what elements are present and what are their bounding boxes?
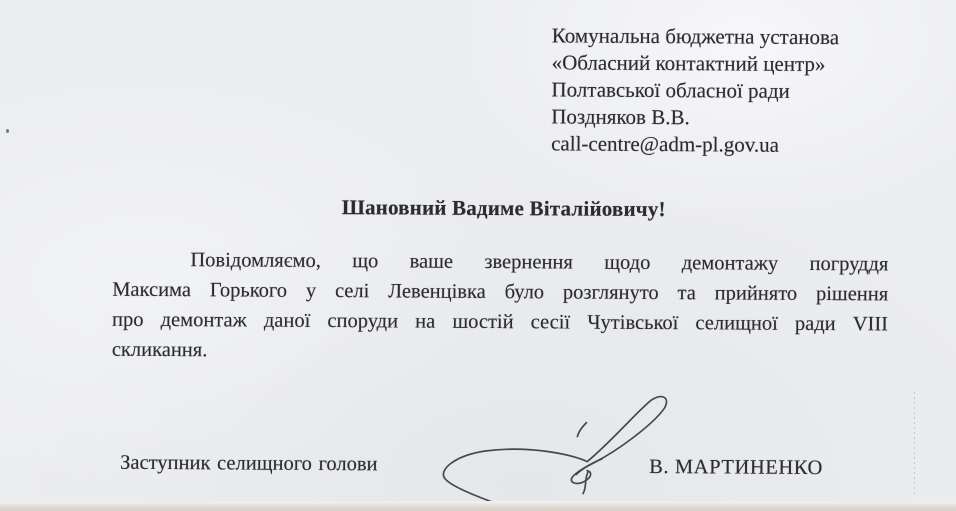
body-line: Повідомляємо, що ваше звернення щодо демонтажу погруддя [190, 249, 889, 276]
body-line: Максима Горького у селі Левенцівка було розглянуто та прийнято рішення [112, 278, 889, 306]
scan-speck-artifact [6, 129, 9, 133]
recipient-line: Полтавської обласної ради [551, 77, 790, 103]
scan-fold-line-artifact [914, 392, 915, 496]
salutation: Шановний Вадиме Віталійовичу! [341, 195, 666, 222]
body-paragraph [112, 245, 889, 370]
body-line: про демонтаж даної споруди на шостій сесії Чутівської селищної ради VIII [111, 308, 889, 336]
recipient-line: Комунальна бюджетна установа [551, 23, 840, 50]
handwritten-signature [437, 389, 678, 511]
signer-title: Заступник селищного голови [120, 451, 378, 476]
body-line: скликання. [111, 338, 208, 362]
recipient-name-line: Поздняков В.В. [551, 104, 690, 130]
recipient-email-line: call-centre@adm-pl.gov.ua [551, 131, 780, 157]
recipient-block [551, 22, 892, 159]
recipient-line: «Обласний контактний центр» [551, 50, 826, 77]
signer-name: В. МАРТИНЕНКО [649, 455, 824, 480]
scan-bottom-edge [0, 501, 956, 511]
